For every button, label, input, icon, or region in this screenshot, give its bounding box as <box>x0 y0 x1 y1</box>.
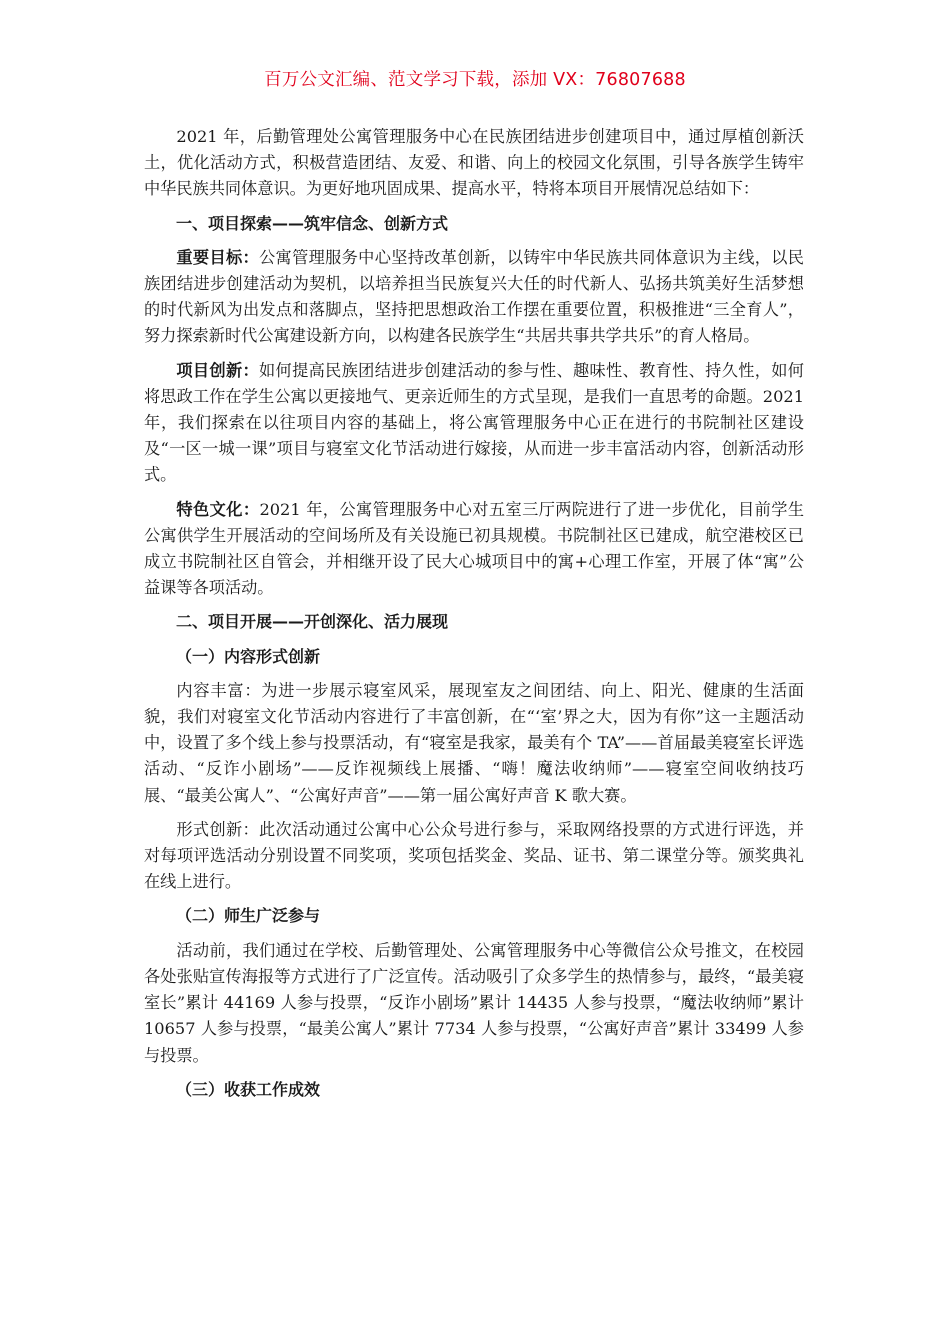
content-rich-paragraph: 内容丰富：为进一步展示寝室风采，展现室友之间团结、向上、阳光、健康的生活面貌，我们对寝室文化节活动内容进行了丰富创新，在“‘室’界之大，因为有你”这一主题活动中，设置了多个线上参与投票活动，有“寝室是我家，最美有个 TA”——首届最美寝室长评选活动、“反诈小剧场”——反诈视频线上展播、“嗨！魔法收纳师”——寝室空间收纳技巧展、“最美公寓人”、“公寓好声音”——第一届公寓好声音 K 歌大赛。 <box>144 680 804 805</box>
goal-paragraph <box>144 245 804 350</box>
participation-paragraph: 活动前，我们通过在学校、后勤管理处、公寓管理服务中心等微信公众号推文，在校园各处张贴宣传海报等方式进行了广泛宣传。活动吸引了众多学生的热情参与，最终，“最美寝室长”累计 44169 人参与投票，“反诈小剧场”累计 14435 人参与投票，“魔法收纳师”累计 10657 人参与投票，“最美公寓人”累计 7734 人参与投票，“公寓好声音”累计 33499 人参与投票。 <box>144 940 804 1065</box>
goal-label: 重要目标： <box>176 247 260 267</box>
innovation-text: 如何提高民族团结进步创建活动的参与性、趣味性、教育性、持久性，如何将思政工作在学生公寓以更接地气、更亲近师生的方式呈现，是我们一直思考的命题。2021 年，我们探索在以往项目内容的基础上，将公寓管理服务中心正在进行的书院制社区建设及“一区一城一课”项目与寝室文化节活动进行嫁接，从而进一步丰富活动内容，创新活动形式。 <box>144 360 804 485</box>
culture-label: 特色文化： <box>176 499 260 519</box>
document-body <box>144 124 804 1111</box>
culture-paragraph <box>144 497 804 602</box>
intro-paragraph: 2021 年，后勤管理处公寓管理服务中心在民族团结进步创建项目中，通过厚植创新沃土，优化活动方式，积极营造团结、友爱、和谐、向上的校园文化氛围，引导各族学生铸牢中华民族共同体意识。为更好地巩固成果、提高水平，特将本项目开展情况总结如下： <box>144 127 804 199</box>
innovation-label: 项目创新： <box>176 360 260 380</box>
subsection-1-heading: （一）内容形式创新 <box>176 646 321 666</box>
section-1-heading: 一、项目探索——筑牢信念、创新方式 <box>176 213 449 233</box>
culture-text: 2021 年，公寓管理服务中心对五室三厅两院进行了进一步优化，目前学生公寓供学生开展活动的空间场所及有关设施已初具规模。书院制社区已建成，航空港校区已成立书院制社区自管会，并相继开设了民大心城项目中的寓+心理工作室，开展了体“寓”公益课等各项活动。 <box>144 499 805 598</box>
subsection-2-heading: （二）师生广泛参与 <box>176 906 321 926</box>
form-innovation-paragraph: 形式创新：此次活动通过公寓中心公众号进行参与，采取网络投票的方式进行评选，并对每项评选活动分别设置不同奖项，奖项包括奖金、奖品、证书、第二课堂分等。颁奖典礼在线上进行。 <box>144 819 804 892</box>
subsection-3-heading: （三）收获工作成效 <box>176 1079 321 1099</box>
header-banner: 百万公文汇编、范文学习下载，添加 VX：76807688 <box>264 70 686 90</box>
goal-text: 公寓管理服务中心坚持改革创新，以铸牢中华民族共同体意识为主线，以民族团结进步创建活动为契机，以培养担当民族复兴大任的时代新人、弘扬共筑美好生活梦想的时代新风为出发点和落脚点，坚持把思想政治工作摆在重要位置，积极推进“三全育人”，努力探索新时代公寓建设新方向，以构建各民族学生“共居共事共学共乐”的育人格局。 <box>144 247 804 346</box>
innovation-paragraph <box>144 358 804 489</box>
section-2-heading: 二、项目开展——开创深化、活力展现 <box>176 612 449 632</box>
